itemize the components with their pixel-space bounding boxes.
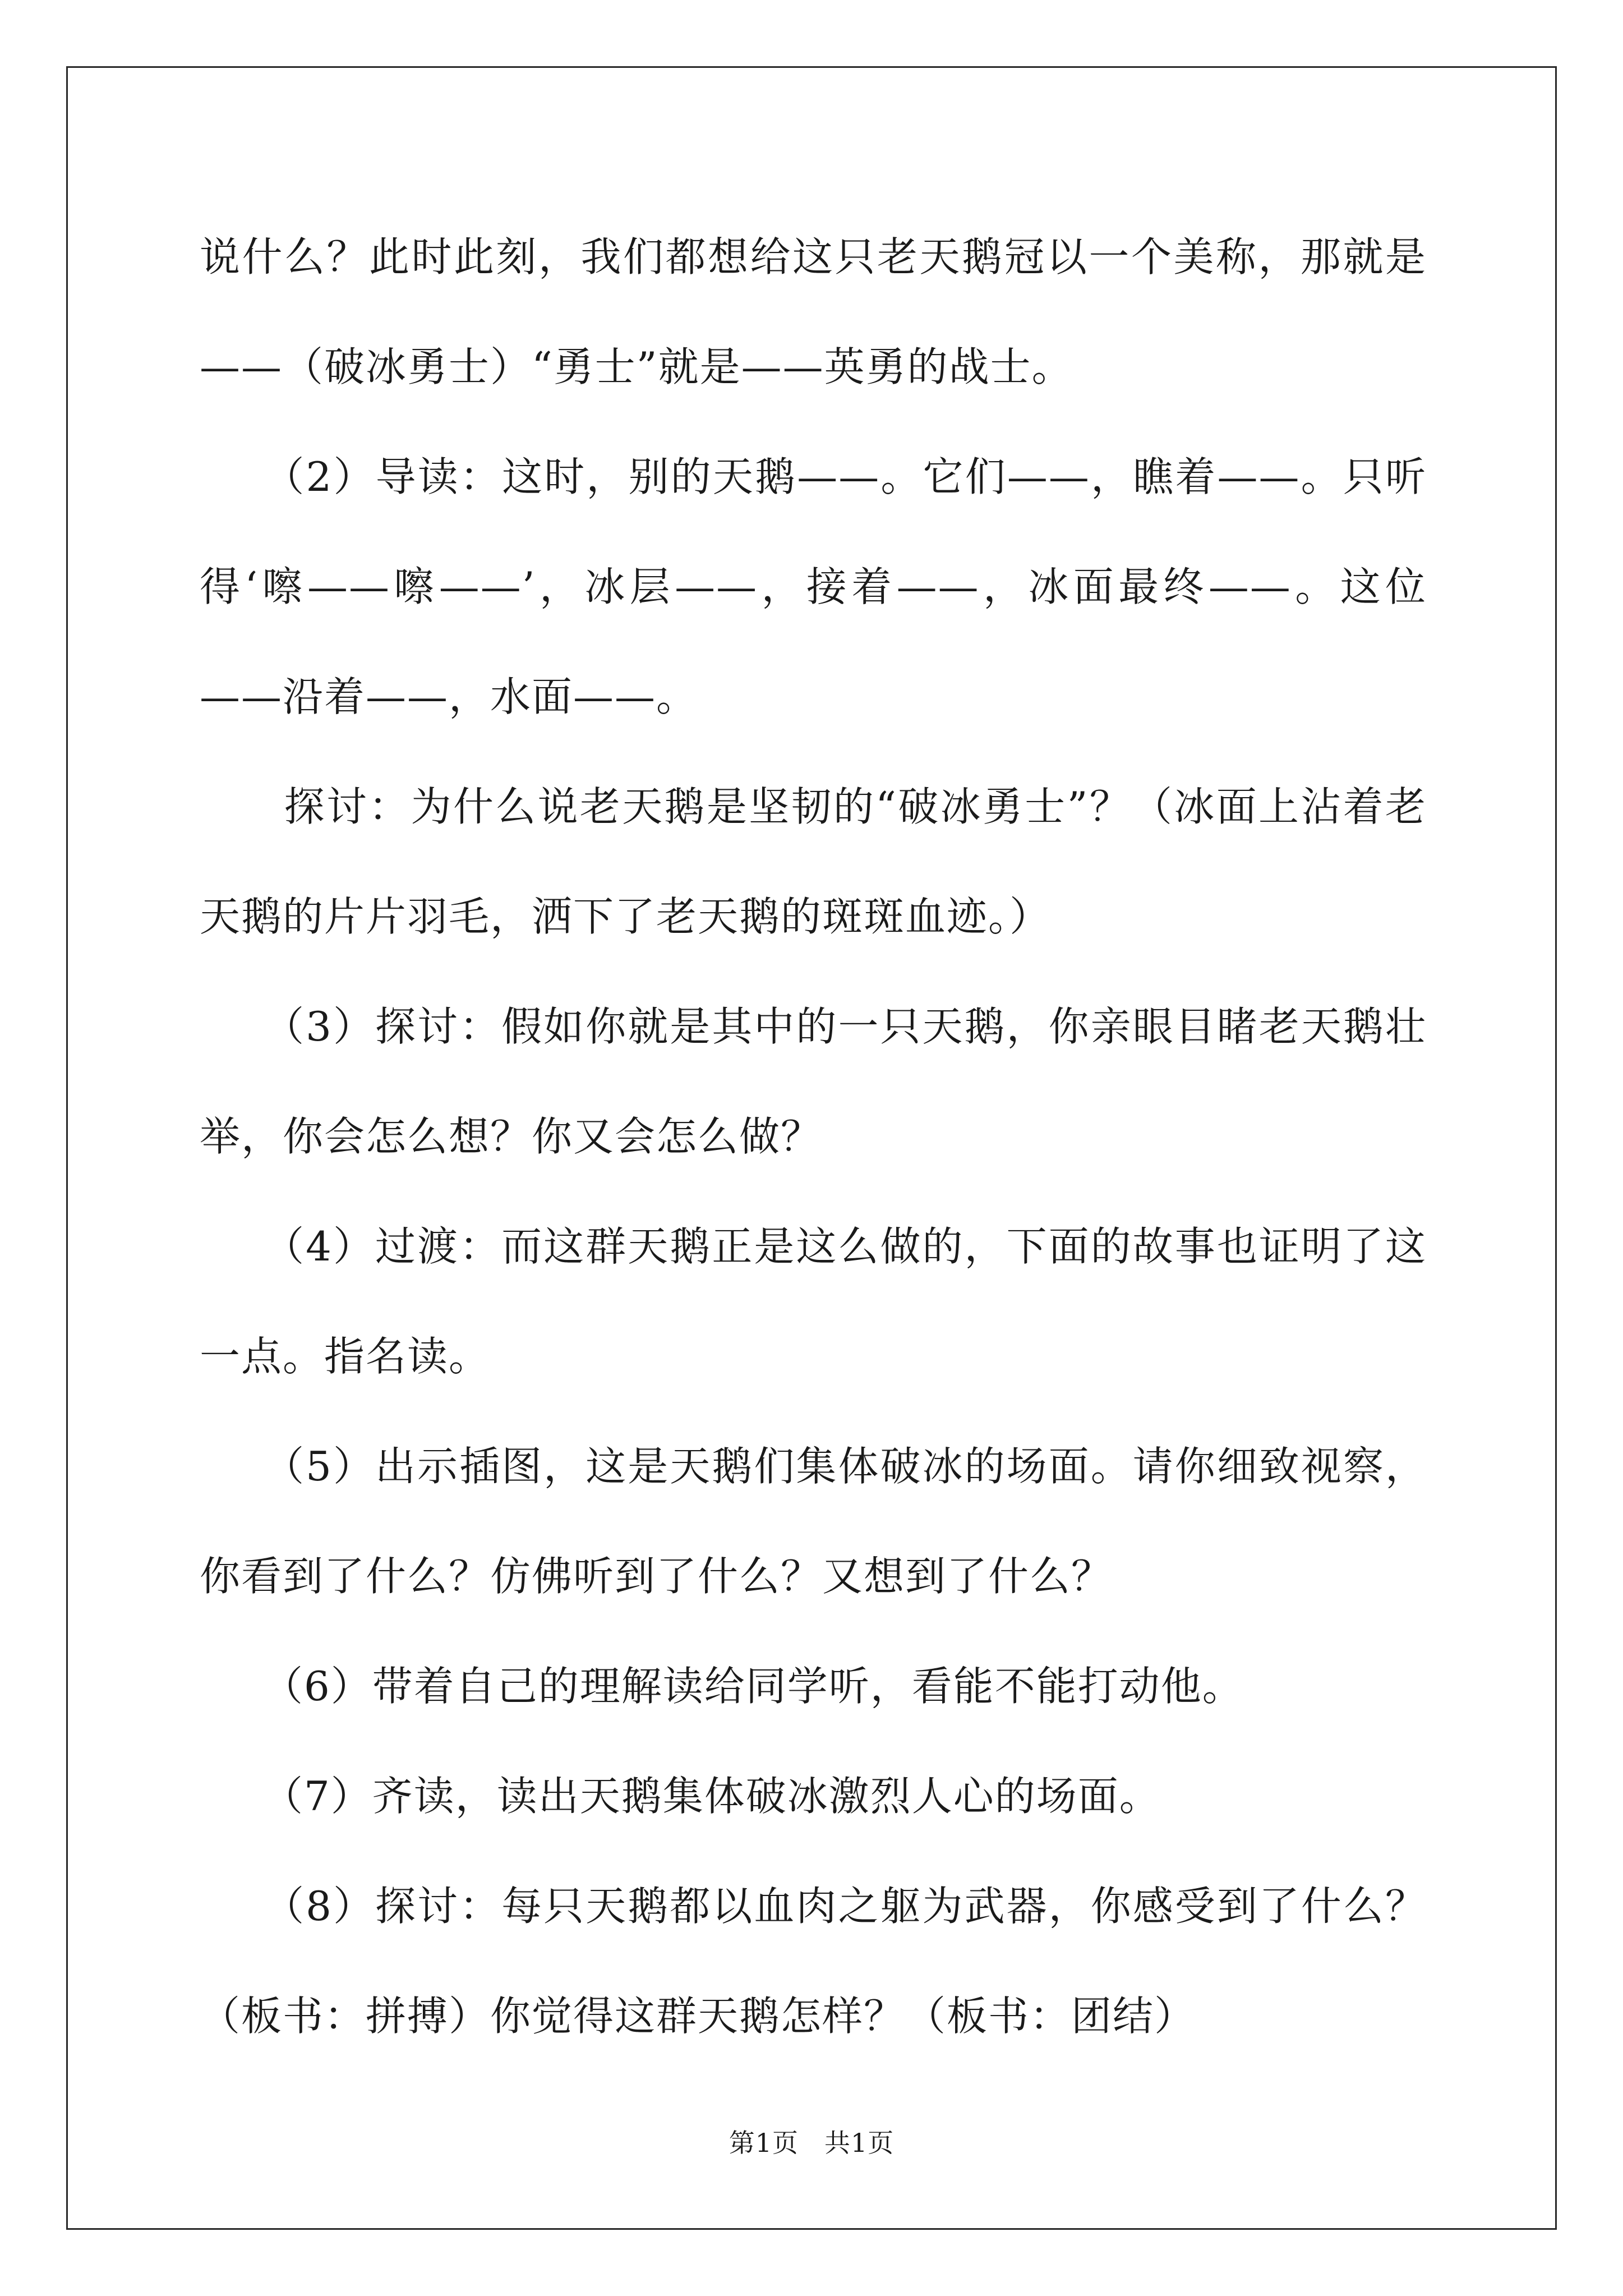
- paragraph-1: 说什么？此时此刻，我们都想给这只老天鹅冠以一个美称，那就是——（破冰勇士）“勇士”就是——英勇的战士。: [200, 233, 1427, 390]
- paragraph-4: （3）探讨：假如你就是其中的一只天鹅，你亲眼目睹老天鹅壮举，你会怎么想？你又会怎么做？: [200, 1003, 1427, 1160]
- paragraph-9: （8）探讨：每只天鹅都以血肉之躯为武器，你感受到了什么？（板书：拼搏）你觉得这群天鹅怎样？（板书：团结）: [200, 1883, 1427, 2040]
- page-number-total: 共1页: [824, 2128, 895, 2158]
- paragraph-8: （7）齐读，读出天鹅集体破冰激烈人心的场面。: [200, 1773, 1161, 1820]
- document-body: [200, 202, 1427, 2071]
- page-footer: [0, 2126, 1623, 2160]
- paragraph-3: 探讨：为什么说老天鹅是坚韧的“破冰勇士”？（冰面上沾着老天鹅的片片羽毛，洒下了老天鹅的斑斑血迹。）: [200, 783, 1427, 940]
- paragraph-2: （2）导读：这时，别的天鹅——。它们——，瞧着——。只听得‘嚓——嚓——’，冰层——，接着——，冰面最终——。这位——沿着——，水面——。: [200, 453, 1427, 720]
- page-number-current: 第1页: [728, 2128, 799, 2158]
- paragraph-7: （6）带着自己的理解读给同学听，看能不能打动他。: [200, 1663, 1244, 1710]
- paragraph-6: （5）出示插图，这是天鹅们集体破冰的场面。请你细致视察，你看到了什么？仿佛听到了什么？又想到了什么？: [200, 1443, 1427, 1600]
- paragraph-5: （4）过渡：而这群天鹅正是这么做的，下面的故事也证明了这一点。指名读。: [200, 1223, 1427, 1380]
